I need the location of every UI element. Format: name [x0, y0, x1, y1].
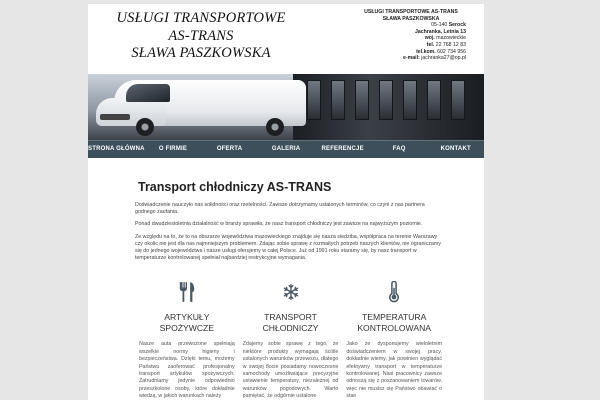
page-container	[88, 4, 484, 400]
building-window	[331, 80, 345, 120]
street: Jachranka, Letnia 13	[414, 28, 466, 35]
feature-title-line: TRANSPORT	[264, 312, 317, 323]
feature-text: Zdajemy sobie sprawę z tego, że niektóre produkty wymagają ściśle ustalonych warunków przewozu, dlatego w swojej flocie posiadamy nowoczesne samochody umożliwiające precyzyjne ustawienie temperatury, niezależnej od warunków pogodowych. Warto pamiętać, że odgórnie ustalone	[242, 341, 339, 400]
nav-about[interactable]: O FIRMIE	[158, 146, 188, 152]
intro-paragraph: Doświadczenie nauczyło nas solidności oraz rzetelności. Zawsze dotrzymamy ustalonych terminów, co czyni z nas partnera godnego zaufania.	[135, 202, 425, 216]
phone-label: tel.	[426, 41, 435, 48]
snowflake-icon	[243, 280, 339, 304]
van-hood	[96, 98, 166, 126]
page-title: Transport chłodniczy AS-TRANS	[138, 180, 332, 194]
city: Serock	[448, 22, 466, 29]
nav-home[interactable]: STRONA GŁÓWNA	[88, 146, 145, 152]
nav-gallery[interactable]: GALERIA	[271, 146, 301, 152]
province: mazowieckie	[436, 35, 466, 42]
feature-title	[243, 312, 339, 333]
logo[interactable]	[106, 10, 296, 63]
van-wheel	[136, 118, 154, 136]
main-content	[88, 180, 484, 400]
postal-code: 05-140	[431, 22, 448, 29]
features-row	[135, 280, 446, 400]
building-window	[379, 80, 393, 120]
feature-temperature	[342, 280, 446, 400]
nav-offer[interactable]: OFERTA	[216, 146, 243, 152]
feature-title-line: SPOŻYWCZE	[159, 322, 215, 333]
feature-food	[135, 280, 239, 400]
header	[88, 4, 484, 74]
logo-line-1: USŁUGI TRANSPORTOWE	[116, 10, 286, 26]
mobile-label: tel.kom.	[416, 48, 436, 55]
cutlery-icon	[139, 280, 235, 304]
hero-banner	[88, 74, 484, 140]
nav-references[interactable]: REFERENCJE	[321, 146, 364, 152]
building-window	[355, 80, 369, 120]
nav-contact[interactable]: KONTAKT	[440, 146, 471, 152]
experience-paragraph: Ponad dwudziestoletnia działalność w branży sprawiła, że nasz transport chłodniczy jest zawsze na najwyższym poziomie.	[135, 221, 423, 228]
logo-line-3: SŁAWA PASZKOWSKA	[131, 45, 271, 61]
address-city-line	[356, 22, 466, 29]
address-street-line	[356, 29, 466, 36]
province-label: woj.	[424, 35, 435, 42]
van-grille	[100, 114, 130, 120]
phone-number[interactable]: 22 768 12 83	[435, 41, 466, 48]
building-window	[307, 80, 321, 120]
region-paragraph: Ze względu na to, że to na obszarze województwa mazowieckiego znajduje się nasza siedziba, współpraca na terenie Warszawy czy okolic nie jest dla nas najmniejszym problemem. Zdając sobie sprawę z rozmaitych potrzeb naszych klientów, nie ograniczamy się do jednego województwa i nasze usługi oferujemy w całej Polsce. Już od 1991 roku staramy się, by nasz transport w temperaturze kontrolowanej spełniał najbardziej restrykcyjne wymagania.	[135, 233, 441, 262]
logo-line-2: AS-TRANS	[168, 27, 234, 44]
phone-line	[356, 42, 466, 49]
thermometer-icon	[346, 280, 442, 304]
building-window	[427, 80, 441, 120]
mobile-line	[356, 49, 466, 56]
main-nav	[88, 140, 484, 158]
hero-building	[293, 74, 484, 140]
mobile-number[interactable]: 602 734 956	[437, 48, 466, 55]
feature-text: Jako że dysponujemy wieloletnim doświadczeniem w swojej pracy, dokładnie wiemy, jak powinien wyglądać efektywny transport w temperaturze kontrolowanej. Nasi pracownicy zawsze odnoszą się z poszanowaniem towarów, więc nie musisz się Państwo obawiać o stan	[346, 341, 443, 400]
feature-title-line: KONTROLOWANA	[357, 322, 432, 333]
nav-faq[interactable]: FAQ	[392, 146, 406, 152]
province-line	[356, 35, 466, 42]
feature-title	[139, 312, 235, 333]
email-line	[356, 55, 466, 62]
van-wheel	[266, 118, 284, 136]
feature-title	[346, 312, 442, 333]
company-name: USŁUGI TRANSPORTOWE AS-TRANS SŁAWA PASZKOWSKA	[364, 9, 458, 22]
feature-text: Nasze auta przewożone spełniają wszelkie normy higieny i bezpieczeństwa. Dzięki temu, możemy Państwu zaoferować profesjonalny transport artykułów spożywczych. Zatrudniamy jedynie odpowiednio przeszkolone osoby, które dokładnie wiedzą, w jakich warunkach należy	[139, 341, 235, 400]
feature-title-line: ARTYKUŁY	[164, 312, 210, 323]
feature-title-line: CHŁODNICZY	[262, 322, 319, 333]
building-window	[451, 80, 465, 120]
building-window	[403, 80, 417, 120]
email-link[interactable]: jachranka27@op.pl	[421, 55, 466, 62]
feature-title-line: TEMPERATURA	[362, 312, 427, 323]
contact-info	[356, 9, 466, 62]
van-windshield	[126, 84, 170, 102]
email-label: e-mail:	[403, 55, 420, 62]
van-image	[96, 78, 308, 136]
feature-refrigeration	[239, 280, 343, 400]
